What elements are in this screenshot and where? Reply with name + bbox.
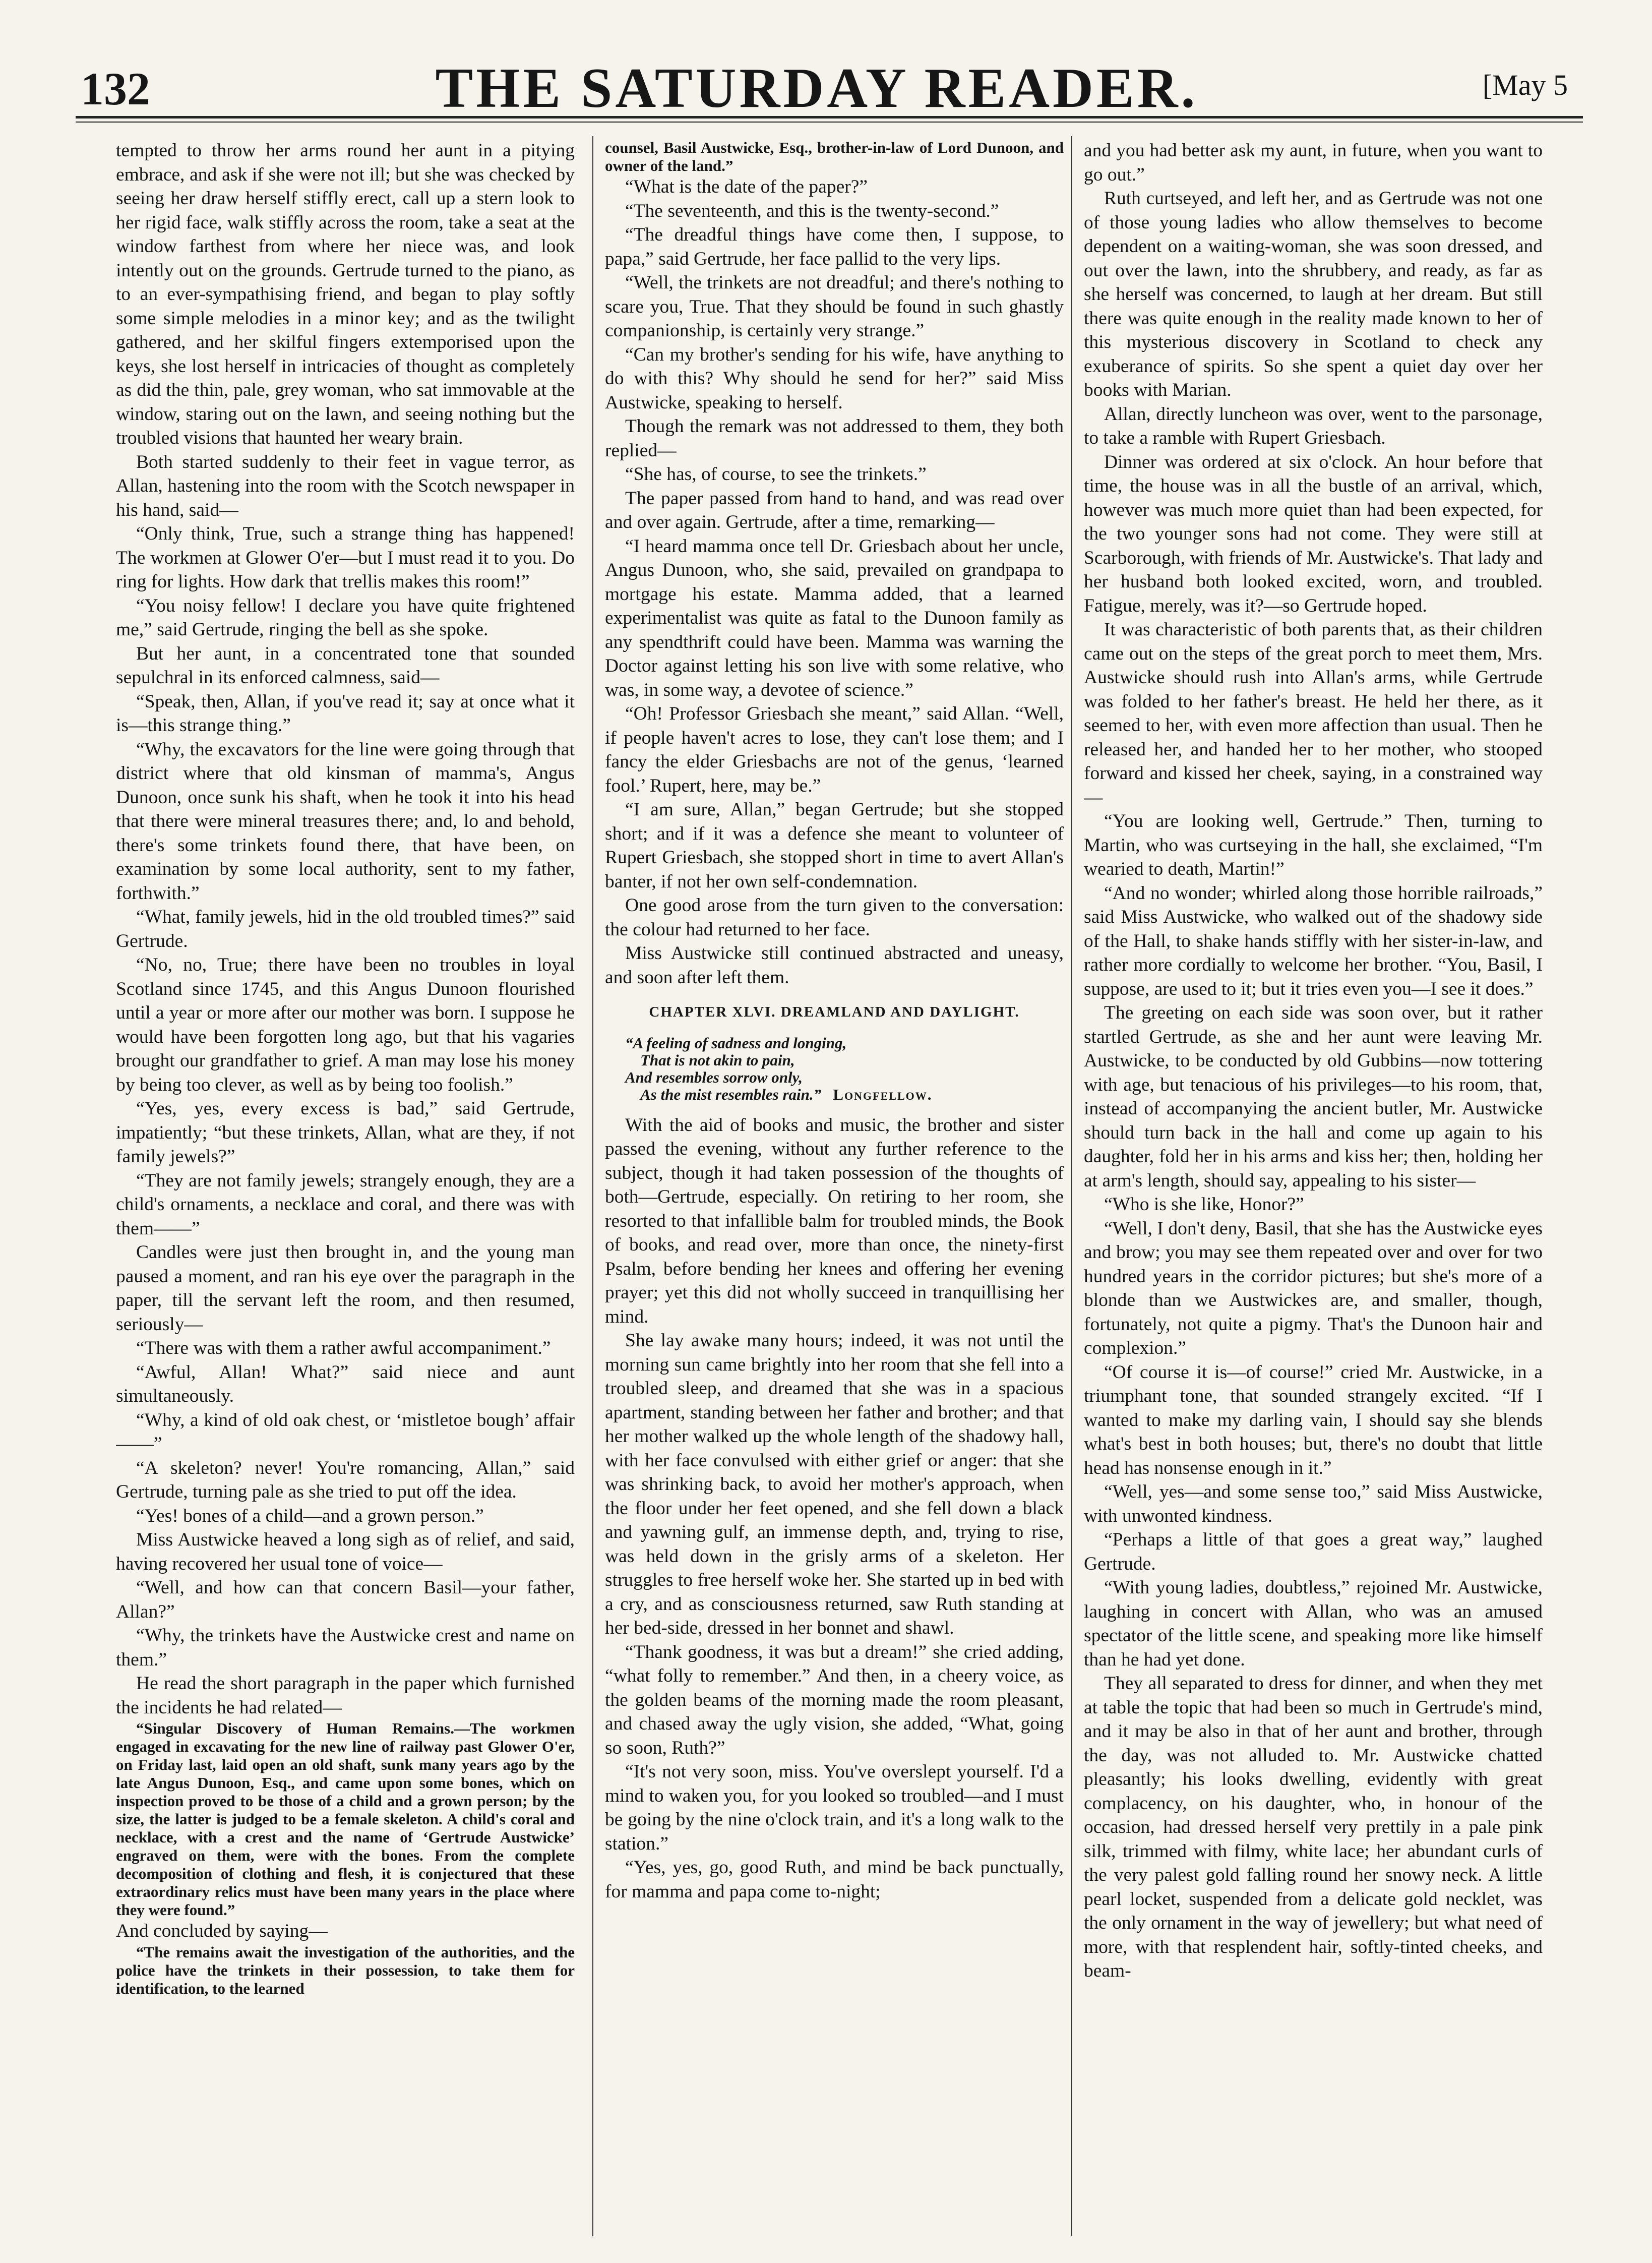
paragraph: And concluded by saying—: [116, 1921, 328, 1941]
paragraph: “With young ladies, doubtless,” rejoined Mr. Austwicke, laughing in concert with Allan, who was an amused spectator of the little scene, and speaking more like himself than he had yet done.: [1084, 1577, 1543, 1670]
paragraph: “Thank goodness, it was but a dream!” she cried adding, “what folly to remember.” And then, in a cheery voice, as the golden beams of the morning made the room pleasant, and chased away the ugly vision, she added, “What, going so soon, Ruth?”: [605, 1641, 1064, 1758]
paragraph: “There was with them a rather awful accompaniment.”: [136, 1338, 551, 1358]
paragraph: She lay awake many hours; indeed, it was not until the morning sun came brightly into her room that she fell into a troubled sleep, and dreamed that she was in a spacious apartment, standing between her father and brother; and that her mother walked up the whole length of the shadowy hall, with her face convulsed with either grief or anger: that she was shrinking back, to avoid her mother's approach, when the floor under her feet opened, and she fell down a black and yawning gulf, an immense depth, and, trying to rise, was held down in the grisly arms of a skeleton. Her struggles to free herself woke her. She started up in bed with a cry, and as consciousness returned, saw Ruth standing at her bed-side, dressed in her bonnet and shawl.: [605, 1330, 1064, 1638]
paragraph: “What, family jewels, hid in the old troubled times?” said Gertrude.: [116, 907, 575, 951]
paragraph: “Why, a kind of old oak chest, or ‘mistletoe bough’ affair——”: [116, 1409, 575, 1454]
paragraph: “It's not very soon, miss. You've overslept yourself. I'd a mind to waken you, for you looked so troubled—and I must be going by the nine o'clock train, and it's a long walk to the station.”: [605, 1761, 1064, 1854]
paragraph: Candles were just then brought in, and the young man paused a moment, and ran his eye over the paragraph in the paper, till the servant left the room, and then resumed, seriously—: [116, 1242, 575, 1335]
column-divider: [1071, 136, 1072, 2236]
paragraph: “The dreadful things have come then, I suppose, to papa,” said Gertrude, her face pallid to the very lips.: [605, 224, 1064, 269]
paragraph: “Yes! bones of a child—and a grown person.”: [136, 1505, 484, 1526]
paragraph: “Well, the trinkets are not dreadful; and there's nothing to scare you, True. That they should be found in such ghastly companionship, is certainly very strange.”: [605, 272, 1064, 341]
chapter-heading: CHAPTER XLVI. DREAMLAND AND DAYLIGHT.: [649, 1004, 1020, 1020]
verse-line: And resembles sorrow only,: [625, 1068, 803, 1086]
paragraph: Though the remark was not addressed to them, they both replied—: [605, 416, 1064, 461]
paragraph: Ruth curtseyed, and left her, and as Gertrude was not one of those young ladies who allow themselves to become dependent on a waiting-woman, she was soon dressed, and out over the lawn, into the shrubbery, and ready, as far as she herself was concerned, to laugh at her dream. But still there was quite enough in the reality made known to her of this mysterious discovery in Scotland to check any exuberance of spirits. So she spent a quiet day over her books with Marian.: [1084, 188, 1543, 400]
paragraph: “Awful, Allan! What?” said niece and aunt simultaneously.: [116, 1361, 575, 1406]
column-2: [605, 139, 1064, 2231]
paragraph: “Well, yes—and some sense too,” said Miss Austwicke, with unwonted kindness.: [1084, 1481, 1543, 1526]
paragraph: “No, no, True; there have been no troubles in loyal Scotland since 1745, and this Angus Dunoon flourished until a year or more after our mother was born. I suppose he would have been forgotten long ago, but that his vagaries brought our grandfather to grief. A man may lose his money by being too clever, as well as by being too foolish.”: [116, 955, 575, 1095]
paragraph: “I heard mamma once tell Dr. Griesbach about her uncle, Angus Dunoon, who, she said, prevailed on grandpapa to mortgage his estate. Mamma added, that a learned experimentalist was quite as fatal to the Dunoon family as any spendthrift could have been. Mamma was warning the Doctor against letting his son live with some relative, who was, in some way, a devotee of science.”: [605, 535, 1064, 700]
page-header: [45, 53, 1588, 118]
epigraph-attribution: Longfellow.: [833, 1085, 933, 1103]
paragraph: “Oh! Professor Griesbach she meant,” said Allan. “Well, if people haven't acres to lose, they can't lose them; and I fancy the elder Griesbachs are not of the genus, ‘learned fool.’ Rupert, here, may be.”: [605, 703, 1064, 796]
paragraph: “Who is she like, Honor?”: [1104, 1194, 1304, 1215]
issue-date: [May 5: [1482, 69, 1568, 101]
newspaper-notice: “The remains await the investigation of the authorities, and the police have the trinkets in their possession, to take them for identification, to the learned: [116, 1943, 575, 1997]
paragraph: “Why, the excavators for the line were going through that district where that old kinsman of mamma's, Angus Dunoon, once sunk his shaft, when he took it into his head that there were mineral treasures there; and, lo and behold, there's some trinkets found there, that have been, on examination by some local authority, sent to my father, forthwith.”: [116, 739, 575, 904]
column-3: [1084, 139, 1543, 2231]
paragraph: “Well, and how can that concern Basil—your father, Allan?”: [116, 1577, 575, 1622]
paragraph: Allan, directly luncheon was over, went to the parsonage, to take a ramble with Rupert Griesbach.: [1084, 403, 1543, 448]
paragraph: Both started suddenly to their feet in vague terror, as Allan, hastening into the room with the Scotch newspaper in his hand, said—: [116, 451, 575, 520]
paragraph: tempted to throw her arms round her aunt in a pitying embrace, and ask if she were not ill; but she was checked by seeing her draw herself stiffly erect, call up a stern look to her rigid face, walk stiffly across the room, take a seat at the window farthest from where her niece was, and look intently out on the grounds. Gertrude turned to the piano, as to an ever-sympathising friend, and began to play softly some simple melodies in a minor key; and as the twilight gathered, and her skilful fingers extemporised upon the keys, she lost herself in intricacies of thought as completely as did the thin, pale, grey woman, who sat immovable at the window, staring out on the lawn, and seeing nothing but the troubled visions that haunted her weary brain.: [116, 140, 575, 448]
paragraph: and you had better ask my aunt, in future, when you want to go out.”: [1084, 140, 1543, 185]
paragraph: “And no wonder; whirled along those horrible railroads,” said Miss Austwicke, who walked out of the shadowy side of the Hall, to shake hands stiffly with her sister-in-law, and rather more cordially to welcome her brother. “You, Basil, I suppose, are used to it; but it tries even you—I see it does.”: [1084, 882, 1543, 999]
paragraph: With the aid of books and music, the brother and sister passed the evening, without any further reference to the subject, though it had taken possession of the thoughts of both—Gertrude, especially. On retiring to her room, she resorted to that infallible balm for troubled minds, the Book of books, and read over, more than once, the ninety-first Psalm, before bending her knees and offering her evening prayer; yet this did not wholly succeed in tranquillising her mind.: [605, 1114, 1064, 1327]
paragraph: “You noisy fellow! I declare you have quite frightened me,” said Gertrude, ringing the bell as she spoke.: [116, 595, 575, 640]
paragraph: “A skeleton? never! You're romancing, Allan,” said Gertrude, turning pale as she tried to put off the idea.: [116, 1457, 575, 1502]
verse-line: That is not akin to pain,: [640, 1051, 795, 1069]
verse-line-text: As the mist resembles rain.”: [640, 1085, 822, 1103]
paragraph: Dinner was ordered at six o'clock. An hour before that time, the house was in all the bustle of an arrival, which, however was much more quiet than had been expected, for the two younger sons had not come. They were still at Scarborough, with friends of Mr. Austwicke's. That lady and her husband both looked excited, worn, and troubled. Fatigue, merely, was it?—so Gertrude hoped.: [1084, 451, 1543, 616]
column-divider: [592, 136, 593, 2236]
newspaper-notice: “Singular Discovery of Human Remains.—The workmen engaged in excavating for the new line of railway past Glower O'er, on Friday last, laid open an old shaft, sunk many years ago by the late Angus Dunoon, Esq., and came upon some bones, which on inspection proved to be those of a child and a grown person; by the size, the latter is judged to be a female skeleton. A child's coral and necklace, with a crest and the name of ‘Gertrude Austwicke’ engraved on them, were with the bones. From the complete decomposition of clothing and flesh, it is conjectured that these extraordinary relics must have been many years in the place where they were found.”: [116, 1719, 575, 1919]
paragraph: “Well, I don't deny, Basil, that she has the Austwicke eyes and brow; you may see them repeated over and over for two hundred years in the corridor pictures; but she's more of a blonde than we Austwickes are, and smaller, though, fortunately, not quite a pigmy. That's the Dunoon hair and complexion.”: [1084, 1218, 1543, 1358]
header-rule-thin: [76, 122, 1583, 123]
paragraph: “Why, the trinkets have the Austwicke crest and name on them.”: [116, 1625, 575, 1670]
column-1: [116, 139, 575, 2231]
paragraph: He read the short paragraph in the paper which furnished the incidents he had related—: [116, 1673, 575, 1718]
paragraph: “Yes, yes, go, good Ruth, and mind be back punctually, for mamma and papa come to-night;: [605, 1857, 1064, 1902]
paragraph: “Perhaps a little of that goes a great way,” laughed Gertrude.: [1084, 1529, 1543, 1574]
paragraph: “What is the date of the paper?”: [625, 176, 868, 197]
paragraph: Miss Austwicke still continued abstracted and uneasy, and soon after left them.: [605, 943, 1064, 988]
paragraph: “Can my brother's sending for his wife, have anything to do with this? Why should he send for her?” said Miss Austwicke, speaking to herself.: [605, 344, 1064, 413]
paragraph: “She has, of course, to see the trinkets.”: [625, 464, 927, 485]
paragraph: “Only think, True, such a strange thing has happened! The workmen at Glower O'er—but I must read it to you. Do ring for lights. How dark that trellis makes this room!”: [116, 523, 575, 592]
verse-line: [625, 1086, 1064, 1103]
paragraph: But her aunt, in a concentrated tone that sounded sepulchral in its enforced calmness, said—: [116, 643, 575, 688]
paragraph: “Yes, yes, every excess is bad,” said Gertrude, impatiently; “but these trinkets, Allan, what are they, if not family jewels?”: [116, 1098, 575, 1167]
paragraph: “I am sure, Allan,” began Gertrude; but she stopped short; and if it was a defence she meant to volunteer of Rupert Griesbach, she stopped short in time to avert Allan's banter, if not her own self-condemnation.: [605, 799, 1064, 892]
paragraph: They all separated to dress for dinner, and when they met at table the topic that had been so much in Gertrude's mind, and it may be also in that of her aunt and brother, through the day, was not alluded to. Mr. Austwicke chatted pleasantly; his looks dwelling, evidently with great complacency, on his daughter, who, in honour of the occasion, had dressed herself very prettily in a pale pink silk, trimmed with filmy, white lace; her abundant curls of the very palest gold falling round her snowy neck. A little pearl locket, suspended from a delicate gold necklet, was the only ornament in the way of jewellery; but what need of more, with that resplendent hair, softly-tinted cheeks, and beam-: [1084, 1673, 1543, 1981]
paragraph: “Speak, then, Allan, if you've read it; say at once what it is—this strange thing.”: [116, 691, 575, 736]
paragraph: “The seventeenth, and this is the twenty-second.”: [625, 200, 999, 221]
paragraph: It was characteristic of both parents that, as their children came out on the steps of the great porch to meet them, Mrs. Austwicke should rush into Allan's arms, while Gertrude was folded to her father's breast. He held her there, as it seemed to her, with even more affection than usual. Then he released her, and handed her to her mother, who stooped forward and kissed her cheek, saying, in a constrained way—: [1084, 619, 1543, 808]
page-number: 132: [81, 63, 150, 114]
paragraph: Miss Austwicke heaved a long sigh as of relief, and said, having recovered her usual tone of voice—: [116, 1529, 575, 1574]
newspaper-notice: counsel, Basil Austwicke, Esq., brother-in-law of Lord Dunoon, and owner of the land.”: [605, 139, 1064, 174]
paragraph: “Of course it is—of course!” cried Mr. Austwicke, in a triumphant tone, that sounded strangely excited. “If I wanted to make my darling vain, I should say she blends what's best in both houses; but, there's no doubt that little head has nonsense enough in it.”: [1084, 1361, 1543, 1478]
header-rule: [76, 116, 1583, 118]
paragraph: One good arose from the turn given to the conversation: the colour had returned to her face.: [605, 895, 1064, 940]
epigraph: [625, 1035, 1064, 1103]
paragraph: “They are not family jewels; strangely enough, they are a child's ornaments, a necklace and coral, and there was with them——”: [116, 1170, 575, 1239]
paragraph: “You are looking well, Gertrude.” Then, turning to Martin, who was curtseying in the hall, she exclaimed, “I'm wearied to death, Martin!”: [1084, 811, 1543, 879]
masthead-title: THE SATURDAY READER.: [435, 57, 1198, 120]
paragraph: The greeting on each side was soon over, but it rather startled Gertrude, as she and her aunt were leaving Mr. Austwicke, to be conducted by old Gubbins—now tottering with age, but tenacious of his privileges—to his room, that, instead of accompanying the ancient butler, Mr. Austwicke should turn back in the hall and come up again to his daughter, fold her in his arms and kiss her; then, holding her at arm's length, should say, appealing to his sister—: [1084, 1002, 1543, 1191]
paragraph: The paper passed from hand to hand, and was read over and over again. Gertrude, after a time, remarking—: [605, 488, 1064, 532]
verse-line: “A feeling of sadness and longing,: [625, 1034, 847, 1052]
